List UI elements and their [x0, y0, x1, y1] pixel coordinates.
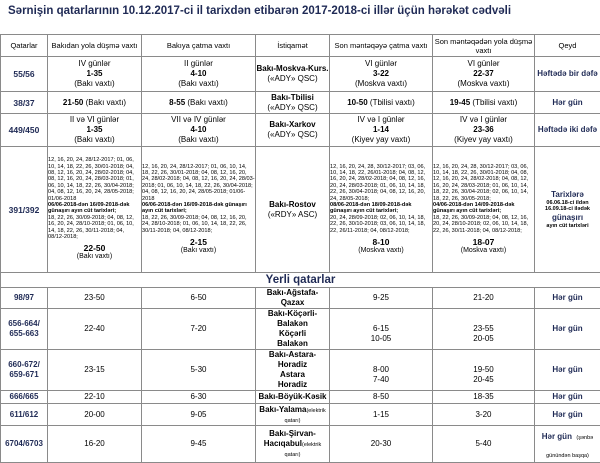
- page-title: Sərnişin qatarlarının 10.12.2017-ci il tarixdən etibarən 2017-2018-ci illər üçün hərəkət cədvəli: [8, 5, 511, 17]
- time-text: 4-10: [142, 69, 255, 79]
- header-dep-final: Son məntəqədən yola düşmə vaxtı: [433, 35, 535, 57]
- direction-cell: [256, 350, 330, 391]
- direction-sub: (elektrik qatarı): [285, 408, 326, 424]
- dep-cell: [48, 57, 142, 92]
- time-text: 10-50: [347, 98, 367, 107]
- table-row: [1, 92, 600, 114]
- table-row: [1, 350, 600, 391]
- train-number: 391/392: [1, 147, 48, 273]
- direction-text: Bakı-Tbilisi: [256, 93, 329, 103]
- direction-stop: Horadiz: [256, 380, 329, 390]
- direction-text: Bakı-Astara-Horadiz: [256, 350, 329, 370]
- time-text: 22-37: [433, 69, 534, 79]
- dep-dates-cell: [48, 147, 142, 273]
- fd-time: 18-35: [433, 391, 535, 404]
- fd-cell: [433, 57, 535, 92]
- time-text: 23-36: [433, 125, 534, 135]
- arr-cell: [142, 57, 256, 92]
- note-cell: Hər gün: [535, 350, 600, 391]
- fa-time: 7-40: [330, 375, 432, 385]
- arr-time: 7-20: [142, 309, 256, 350]
- fd-cell: [433, 92, 535, 114]
- zone-text: (Kiyev yay vaxtı): [433, 135, 534, 145]
- fa-cell: [330, 57, 433, 92]
- zone-text: (Bakı vaxtı): [142, 247, 255, 256]
- direction-text: Bakı-Böyük-Kəsik: [256, 391, 330, 404]
- schedule-table: [0, 34, 600, 463]
- direction-text: Bakı-Ağstafa-Qazax: [256, 288, 330, 309]
- zone-text: (Tbilisi vaxtı): [472, 98, 517, 107]
- fd-time: 3-20: [433, 404, 535, 426]
- fa-cell: [330, 350, 433, 391]
- dates-list: 12, 16, 20, 24, 28/12-2017; 01, 06, 10, 14, 18, 22, 26, 30/01-2018; 04, 08, 12, 16, 20, 24, 28/02-2018; 04, 08, 12, 16, 20, 24, 28/03-2018; 01, 06, 10, 14, 18, 22, 26, 30/04-2018; 04, 08, 12, 16, 20, 24, 28/05-2018; 01/06-2018: [142, 164, 255, 202]
- fd-time: 21-20: [433, 288, 535, 309]
- dates-list: 18, 22, 26, 30/09-2018; 04, 08, 12, 16, 20, 24, 28/10-2018; 02, 06, 10, 14, 18, 22, 26, 30/11-2018; 04, 08/12-2018;: [433, 215, 534, 234]
- direction-sub: (elektrik qatarı): [285, 442, 322, 458]
- dates-range: 06/06-2018-dən 16/09-2018-dək günaşırı ayın cüt tarixləri;: [142, 202, 255, 215]
- time-text: 1-35: [48, 69, 141, 79]
- fd-dates-cell: [433, 147, 535, 273]
- note-cell: Hər gün: [535, 309, 600, 350]
- header-trains: Qatarlar: [1, 35, 48, 57]
- note-cell: [535, 426, 600, 463]
- dates-list: 18, 22, 26, 30/09-2018; 04, 08, 12, 16, 20, 24, 28/10-2018; 01, 06, 10, 14, 18, 22, 26, 30/11-2018; 04, 08/12-2018;: [142, 215, 255, 234]
- zone-text: (Bakı vaxtı): [142, 135, 255, 145]
- fa-time: 20-30: [330, 426, 433, 463]
- zone-text: (Bakı vaxtı): [48, 79, 141, 89]
- fd-cell: [433, 114, 535, 147]
- direction-stop: Astara: [256, 370, 329, 380]
- train-number: 98/97: [1, 288, 48, 309]
- header-row: [1, 35, 600, 57]
- dates-range: 04/06-2018-dən 14/09-2018-dək günaşırı ayın cüt tarixləri;: [433, 202, 534, 215]
- time-text: 21-50: [63, 98, 83, 107]
- operator-text: («ADY» QSC): [256, 74, 329, 84]
- note-cell: [535, 147, 600, 273]
- dates-list: 20, 24, 28/09-2018; 02, 06, 10, 14, 18, 22, 26, 30/10-2018; 03, 06, 10, 14, 18, 22, 26/11-2018; 04, 08/12-2018;: [330, 215, 432, 234]
- dep-time: 23-15: [48, 350, 142, 391]
- time-text: 22-50: [48, 243, 141, 253]
- table-row: [1, 309, 600, 350]
- fa-time: 8-00: [330, 365, 432, 375]
- fa-time: 9-25: [330, 288, 433, 309]
- note-text: Hər gün: [542, 432, 572, 441]
- fd-time: 5-40: [433, 426, 535, 463]
- direction-text: Bakı-Şirvan-Hacıqabul: [264, 429, 316, 448]
- direction-cell: [256, 426, 330, 463]
- table-row: [1, 114, 600, 147]
- time-text: 18-07: [433, 237, 534, 247]
- direction-cell: [256, 57, 330, 92]
- note-cell: Hər gün: [535, 391, 600, 404]
- arr-time: 9-45: [142, 426, 256, 463]
- fa-dates-cell: [330, 147, 433, 273]
- zone-text: (Bakı vaxtı): [142, 79, 255, 89]
- table-row: [1, 426, 600, 463]
- train-number: 449/450: [1, 114, 48, 147]
- operator-text: («ADY» QSC): [256, 103, 329, 113]
- fa-time: 1-15: [330, 404, 433, 426]
- direction-stop: Balakən: [256, 339, 329, 349]
- time-text: 1-35: [48, 125, 141, 135]
- note-bold: günaşırı: [535, 213, 600, 223]
- fa-time: 8-50: [330, 391, 433, 404]
- fd-cell: [433, 309, 535, 350]
- arr-time: 9-05: [142, 404, 256, 426]
- fd-time: 20-45: [433, 375, 534, 385]
- operator-text: («ADY» QSC): [256, 130, 329, 140]
- dep-time: 20-00: [48, 404, 142, 426]
- operator-text: («RDY» ASC): [256, 210, 329, 220]
- direction-text: Bakı-Köçərli-Balakən: [256, 309, 329, 329]
- train-number: 611/612: [1, 404, 48, 426]
- dep-cell: [48, 92, 142, 114]
- zone-text: (Tbilisi vaxtı): [370, 98, 415, 107]
- dates-list: 18, 22, 26, 30/09-2018; 04, 08, 12, 16, 20, 24, 28/10-2018; 01, 06, 10, 14, 18, 22, 26, 30/11-2018; 04, 08/12-2018;: [48, 215, 141, 241]
- dep-time: 22-10: [48, 391, 142, 404]
- note-cell: Hər gün: [535, 404, 600, 426]
- dates-range: 06/06-2018-dən 16/09-2018-dək günaşırı ayın cüt tarixləri;: [48, 202, 141, 215]
- dates-list: 12, 16, 20, 24, 28, 30/12-2017; 03, 06, 10, 14, 18, 22, 26, 30/01-2018; 04, 08, 12, 16, 20, 24, 28/02-2018; 04, 08, 12, 16, 20, 24, 28/03-2018; 01, 06, 10, 14, 18, 22, 26, 30/04-2018; 02, 06, 10, 14, 18, 22, 26, 30/05-2018;: [433, 164, 534, 202]
- zone-text: (Bakı vaxtı): [86, 98, 126, 107]
- zone-text: (Moskva vaxtı): [433, 79, 534, 89]
- note-cell: Həftədə bir dəfə: [535, 57, 600, 92]
- section-row: [1, 273, 600, 288]
- days-text: VI günlər: [330, 59, 432, 69]
- time-text: 19-45: [450, 98, 470, 107]
- note-body: 06.06.18-ci ildən 16.09.18-ci ilədək: [535, 200, 600, 213]
- direction-text: Bakı-Moskva-Kurs.: [256, 64, 329, 74]
- dep-cell: [48, 114, 142, 147]
- days-text: VI günlər: [433, 59, 534, 69]
- direction-cell: [256, 92, 330, 114]
- train-number: 656-664/ 655-663: [1, 309, 48, 350]
- zone-text: (Kiyev yay vaxtı): [330, 135, 432, 145]
- dates-list: 12, 16, 20, 24, 28/12-2017; 01, 06, 10, 14, 18, 22, 26, 30/01-2018; 04, 08, 12, 16, 20, 24, 28/02-2018; 04, 08, 12, 16, 20, 24, 28/03-2018; 01, 06, 10, 14, 18, 22, 26, 30/04-2018; 04, 08, 12, 16, 20, 24, 28/05-2018; 01/06-2018: [48, 157, 141, 202]
- time-text: 1-14: [330, 125, 432, 135]
- dates-list: 12, 16, 20, 24, 28, 30/12-2017; 03, 06, 10, 14, 18, 22, 26/01-2018; 04, 08, 12, 16, 20, 24, 28/02-2018; 04, 08, 12, 16, 20, 24, 28/03-2018; 01, 06, 10, 14, 18, 22, 26, 30/04-2018; 04, 08, 12, 16, 20, 24, 28/05-2018;: [330, 164, 432, 202]
- dep-time: 22-40: [48, 309, 142, 350]
- zone-text: (Moskva vaxtı): [330, 247, 432, 256]
- time-text: 8-55: [169, 98, 185, 107]
- header-arr-baku: Bakıya çatma vaxtı: [142, 35, 256, 57]
- time-text: 2-15: [142, 237, 255, 247]
- time-text: 3-22: [330, 69, 432, 79]
- direction-cell: [256, 147, 330, 273]
- fd-time: 19-50: [433, 365, 534, 375]
- note-title: Tarixlərə: [535, 190, 600, 200]
- train-number: 55/56: [1, 57, 48, 92]
- direction-stop: Köçərli: [256, 329, 329, 339]
- zone-text: (Bakı vaxtı): [48, 135, 141, 145]
- train-number: 660-672/ 659-671: [1, 350, 48, 391]
- arr-cell: [142, 92, 256, 114]
- fd-cell: [433, 350, 535, 391]
- note-cell: Həftədə iki dəfə: [535, 114, 600, 147]
- arr-time: 6-30: [142, 391, 256, 404]
- direction-text: Bakı-Yalama: [259, 405, 306, 414]
- fd-time: 23-55: [433, 324, 534, 334]
- train-number: 6704/6703: [1, 426, 48, 463]
- days-text: II günlər: [142, 59, 255, 69]
- header-dep-baku: Bakıdan yola düşmə vaxtı: [48, 35, 142, 57]
- direction-text: Bakı-Rostov: [256, 200, 329, 210]
- header-direction: İstiqamət: [256, 35, 330, 57]
- direction-cell: [256, 114, 330, 147]
- table-row: [1, 147, 600, 273]
- table-row: [1, 288, 600, 309]
- zone-text: (Moskva vaxtı): [433, 247, 534, 256]
- direction-cell: [256, 309, 330, 350]
- header-arr-final: Son məntəqəyə çatma vaxtı: [330, 35, 433, 57]
- direction-text: Bakı-Xarkov: [256, 120, 329, 130]
- days-text: II və VI günlər: [48, 115, 141, 125]
- arr-cell: [142, 114, 256, 147]
- note-cell: Hər gün: [535, 288, 600, 309]
- dep-time: 23-50: [48, 288, 142, 309]
- train-number: 666/665: [1, 391, 48, 404]
- note-cell: Hər gün: [535, 92, 600, 114]
- arr-time: 6-50: [142, 288, 256, 309]
- days-text: IV və I günlər: [433, 115, 534, 125]
- header-note: Qeyd: [535, 35, 600, 57]
- note-sub: (şənbə günündən başqa): [546, 435, 593, 459]
- days-text: IV günlər: [48, 59, 141, 69]
- fa-time: 6-15: [330, 324, 432, 334]
- table-row: [1, 57, 600, 92]
- train-number: 38/37: [1, 92, 48, 114]
- dep-time: 16-20: [48, 426, 142, 463]
- zone-text: (Moskva vaxtı): [330, 79, 432, 89]
- table-row: [1, 404, 600, 426]
- direction-cell: [256, 404, 330, 426]
- fa-cell: [330, 114, 433, 147]
- arr-time: 5-30: [142, 350, 256, 391]
- fd-time: 20-05: [433, 334, 534, 344]
- time-text: 4-10: [142, 125, 255, 135]
- days-text: VII və IV günlər: [142, 115, 255, 125]
- days-text: IV və I günlər: [330, 115, 432, 125]
- dates-range: 08/06-2018-dən 18/09-2018-dək günaşırı ayın cüt tarixləri;: [330, 202, 432, 215]
- section-title: Yerli qatarlar: [1, 273, 600, 288]
- table-row: [1, 391, 600, 404]
- fa-cell: [330, 309, 433, 350]
- time-text: 8-10: [330, 237, 432, 247]
- zone-text: (Bakı vaxtı): [187, 98, 227, 107]
- note-tail: ayın cüt tarixləri: [535, 223, 600, 230]
- fa-cell: [330, 92, 433, 114]
- zone-text: (Bakı vaxtı): [48, 253, 141, 262]
- fa-time: 10-05: [330, 334, 432, 344]
- arr-dates-cell: [142, 147, 256, 273]
